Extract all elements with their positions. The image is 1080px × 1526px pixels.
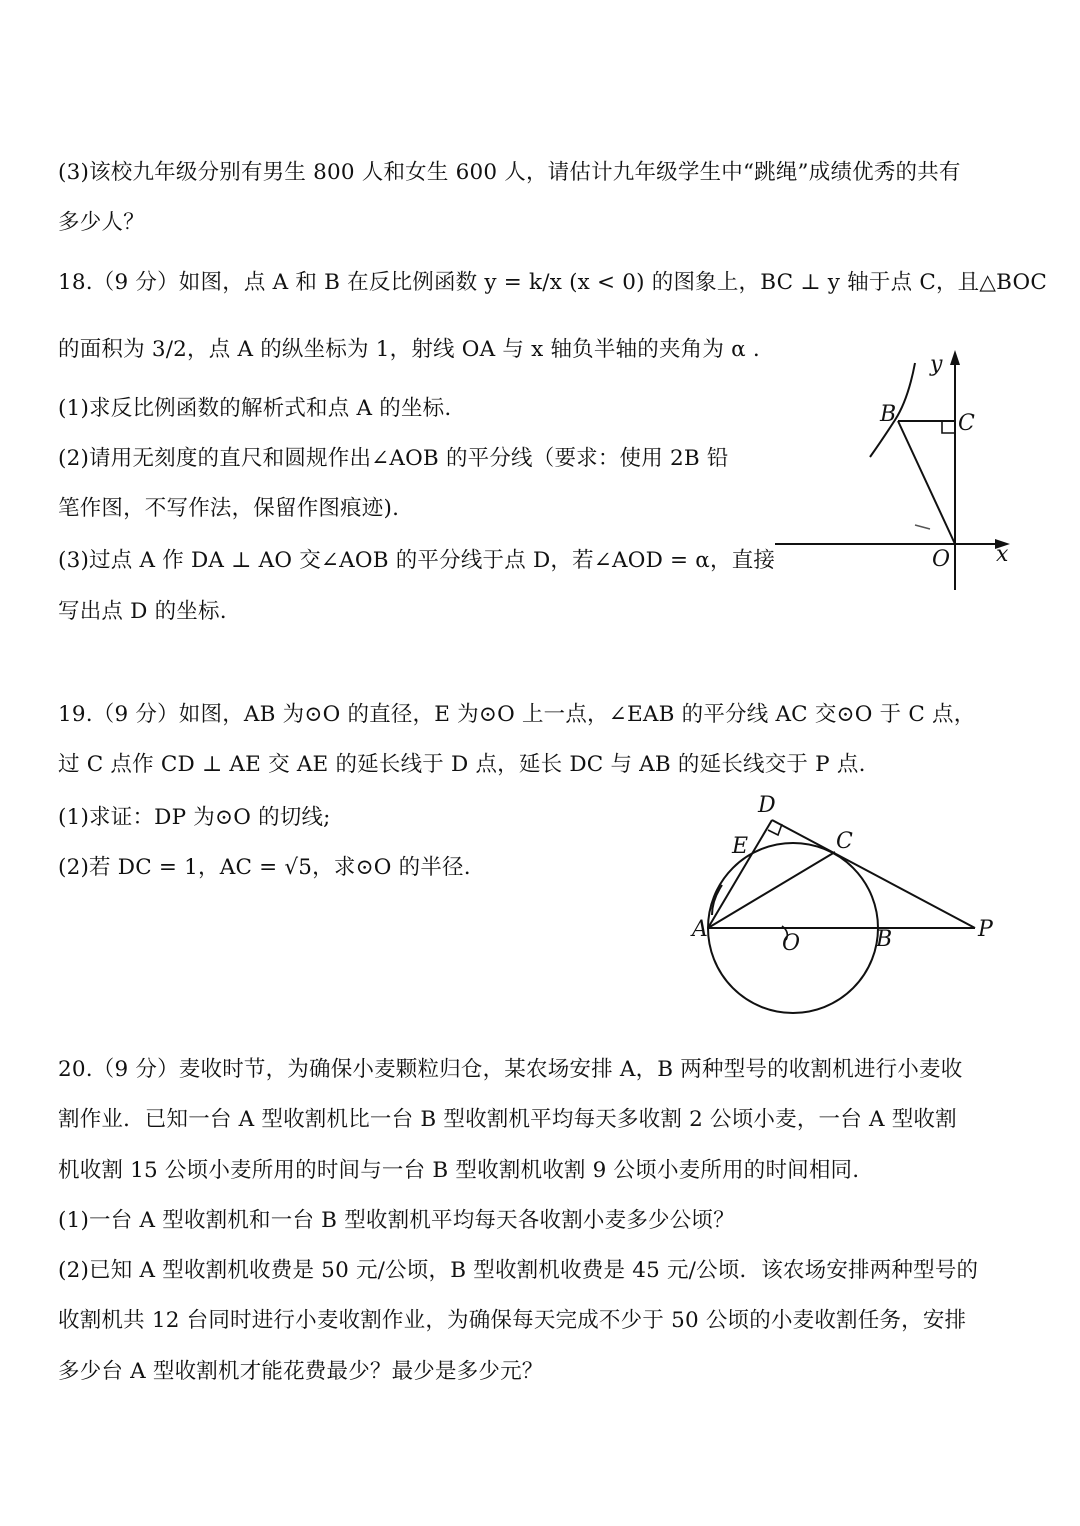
label-p: P	[978, 917, 993, 942]
q20-stem-line3: 机收割 15 公顷小麦所用的时间与一台 B 型收割机收割 9 公顷小麦所用的时间相同.	[58, 1158, 860, 1183]
label-b2: B	[876, 927, 893, 952]
y-axis-arrow	[950, 350, 960, 365]
q18-part2-line2: 笔作图，不写作法，保留作图痕迹).	[58, 496, 400, 521]
q18-stem-line1: 18.（9 分）如图，点 A 和 B 在反比例函数 y = k/x (x < 0) 的图象上，BC ⊥ y 轴于点 C，且△BOC	[58, 270, 1047, 295]
label-y: y	[930, 352, 943, 377]
q20-part2-line1: (2)已知 A 型收割机收费是 50 元/公顷，B 型收割机收费是 45 元/公顷．该农场安排两种型号的	[58, 1258, 979, 1283]
q19-stem-line1: 19.（9 分）如图，AB 为⊙O 的直径，E 为⊙O 上一点，∠EAB 的平分线 AC 交⊙O 于 C 点，	[58, 702, 976, 727]
q20-stem-line2: 割作业．已知一台 A 型收割机比一台 B 型收割机平均每天多收割 2 公顷小麦，一台 A 型收割	[58, 1107, 957, 1132]
segment-ob	[898, 421, 955, 544]
q19-part1: (1)求证：DP 为⊙O 的切线;	[58, 805, 331, 830]
q20-part1: (1)一台 A 型收割机和一台 B 型收割机平均每天各收割小麦多少公顷？	[58, 1208, 735, 1233]
label-o2: O	[782, 931, 801, 956]
q17-part3-line2: 多少人？	[58, 210, 145, 235]
faint-mark	[915, 525, 930, 529]
right-angle-mark-d	[768, 824, 782, 835]
right-angle-mark	[942, 421, 955, 433]
q19-stem-line2: 过 C 点作 CD ⊥ AE 交 AE 的延长线于 D 点，延长 DC 与 AB 的延长线交于 P 点.	[58, 752, 866, 777]
label-o: O	[932, 547, 951, 572]
label-x: x	[996, 542, 1009, 567]
q18-stem-line2: 的面积为 3/2，点 A 的纵坐标为 1，射线 OA 与 x 轴负半轴的夹角为 α .	[58, 337, 760, 362]
q18-part1: (1)求反比例函数的解析式和点 A 的坐标.	[58, 396, 452, 421]
segment-ac	[708, 852, 835, 928]
label-d: D	[758, 793, 776, 818]
q19-figure	[690, 790, 1010, 1020]
line-dp	[772, 820, 975, 928]
label-c2: C	[836, 829, 853, 854]
q18-part3-line1: (3)过点 A 作 DA ⊥ AO 交∠AOB 的平分线于点 D，若∠AOD = α，直接	[58, 548, 776, 573]
q20-part2-line3: 多少台 A 型收割机才能花费最少？最少是多少元？	[58, 1359, 544, 1384]
q17-part3-line1: (3)该校九年级分别有男生 800 人和女生 600 人，请估计九年级学生中“跳绳”成绩优秀的共有	[58, 160, 961, 185]
q18-part3-line2: 写出点 D 的坐标.	[58, 599, 227, 624]
label-c: C	[958, 411, 975, 436]
q20-part2-line2: 收割机共 12 台同时进行小麦收割作业，为确保每天完成不少于 50 公顷的小麦收割任务，安排	[58, 1308, 967, 1333]
q18-part2-line1: (2)请用无刻度的直尺和圆规作出∠AOB 的平分线（要求：使用 2B 铅	[58, 446, 729, 471]
q18-figure	[770, 345, 1020, 595]
label-e: E	[732, 834, 749, 859]
q19-part2: (2)若 DC = 1，AC = √5，求⊙O 的半径.	[58, 855, 471, 880]
label-b: B	[880, 402, 897, 427]
label-a: A	[692, 917, 708, 942]
q20-stem-line1: 20.（9 分）麦收时节，为确保小麦颗粒归仓，某农场安排 A，B 两种型号的收割机进行小麦收	[58, 1057, 963, 1082]
